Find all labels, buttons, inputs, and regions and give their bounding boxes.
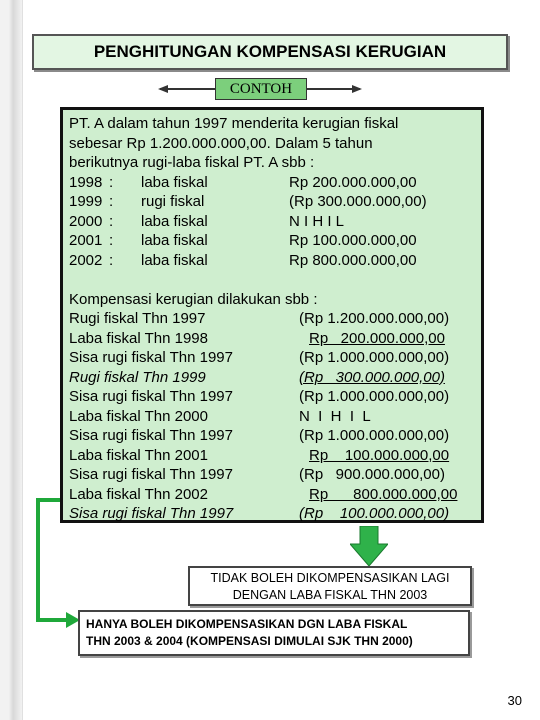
note-compensation-allowed xyxy=(78,610,470,656)
kompensasi-heading: Kompensasi kerugian dilakukan sbb : xyxy=(69,290,318,308)
kompensasi-amount: (Rp 1.000.000.000,00) xyxy=(299,349,450,366)
intro-line: sebesar Rp 1.200.000.000,00. Dalam 5 tahun xyxy=(69,134,373,152)
kompensasi-label: Sisa rugi fiskal Thn 1997 xyxy=(69,349,233,366)
colon-cell: : xyxy=(109,212,114,230)
desc-cell: laba fiskal xyxy=(141,232,208,249)
kompensasi-label: Sisa rugi fiskal Thn 1997 xyxy=(69,466,233,483)
note-no-compensation xyxy=(188,566,472,606)
page-title-text: PENGHITUNGAN KOMPENSASI KERUGIAN xyxy=(93,42,447,61)
kompensasi-amount: Rp 100.000.000,00 xyxy=(309,446,450,464)
colon-cell: : xyxy=(109,232,114,249)
kompensasi-label: Rugi fiskal Thn 1999 xyxy=(69,368,206,386)
desc-cell: laba fiskal xyxy=(141,173,208,191)
colon-cell: : xyxy=(109,251,114,269)
page-number: 30 xyxy=(507,693,522,708)
amount-cell: Rp 200.000.000,00 xyxy=(289,173,417,191)
kompensasi-amount: N I H I L xyxy=(299,407,371,425)
kompensasi-amount: Rp 800.000.000,00 xyxy=(309,485,458,503)
kompensasi-amount: (Rp 100.000.000,00) xyxy=(299,505,450,522)
note-line: THN 2003 & 2004 (KOMPENSASI DIMULAI SJK THN 2000) xyxy=(86,634,413,648)
contoh-label-text: CONTOH xyxy=(229,80,293,97)
note-line: HANYA BOLEH DIKOMPENSASIKAN DGN LABA FISKAL xyxy=(86,617,408,631)
kompensasi-label: Laba fiskal Thn 1998 xyxy=(69,329,208,347)
colon-cell: : xyxy=(109,193,114,210)
amount-cell: Rp 100.000.000,00 xyxy=(289,232,417,249)
year-cell: 2000 xyxy=(69,212,103,230)
kompensasi-label: Laba fiskal Thn 2002 xyxy=(69,485,208,503)
kompensasi-amount: (Rp 900.000.000,00) xyxy=(299,466,445,483)
year-cell: 2002 xyxy=(69,251,103,269)
desc-cell: rugi fiskal xyxy=(141,193,205,210)
year-cell: 1999 xyxy=(69,193,103,210)
intro-line: PT. A dalam tahun 1997 menderita kerugian fiskal xyxy=(69,115,399,132)
kompensasi-label: Laba fiskal Thn 2000 xyxy=(69,407,208,425)
kompensasi-label: Sisa rugi fiskal Thn 1997 xyxy=(69,388,233,405)
kompensasi-amount: (Rp 1.000.000.000,00) xyxy=(299,388,450,405)
year-cell: 2001 xyxy=(69,232,103,249)
intro-line: berikutnya rugi-laba fiskal PT. A sbb : xyxy=(69,154,315,171)
amount-cell: N I H I L xyxy=(289,212,345,230)
note-line: TIDAK BOLEH DIKOMPENSASIKAN LAGI xyxy=(210,571,450,585)
kompensasi-label: Sisa rugi fiskal Thn 1997 xyxy=(69,505,234,522)
kompensasi-label: Rugi fiskal Thn 1997 xyxy=(69,310,206,327)
kompensasi-amount: (Rp 1.000.000.000,00) xyxy=(299,427,450,444)
desc-cell: laba fiskal xyxy=(141,251,208,269)
kompensasi-amount: Rp 200.000.000,00 xyxy=(309,329,445,347)
colon-cell: : xyxy=(109,173,114,191)
amount-cell: (Rp 300.000.000,00) xyxy=(289,193,427,210)
note-line: DENGAN LABA FISKAL THN 2003 xyxy=(232,588,428,602)
amount-cell: Rp 800.000.000,00 xyxy=(289,251,417,269)
kompensasi-label: Laba fiskal Thn 2001 xyxy=(69,446,208,464)
kompensasi-label: Sisa rugi fiskal Thn 1997 xyxy=(69,427,233,444)
year-cell: 1998 xyxy=(69,173,103,191)
kompensasi-amount: (Rp 300.000.000,00) xyxy=(299,368,445,386)
desc-cell: laba fiskal xyxy=(141,212,208,230)
kompensasi-amount: (Rp 1.200.000.000,00) xyxy=(299,310,450,327)
